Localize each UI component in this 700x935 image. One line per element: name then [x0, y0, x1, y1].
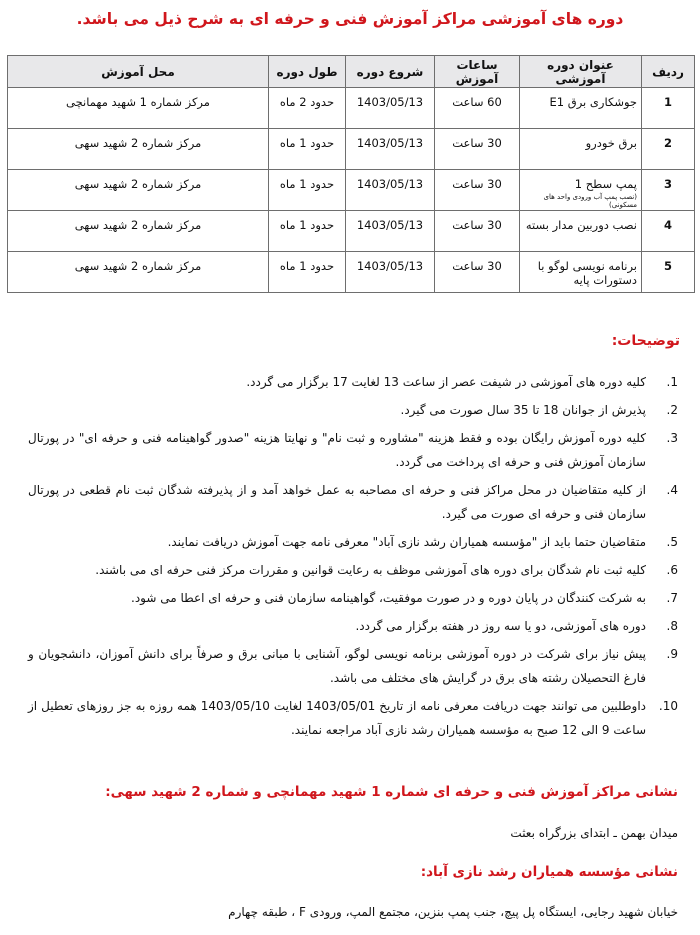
note-number: 4.: [666, 483, 678, 497]
course-hours: 30 ساعت: [435, 252, 520, 293]
course-hours: 30 ساعت: [435, 211, 520, 252]
note-text: از کلیه متقاضیان در محل مراکز فنی و حرفه ای مصاحبه به عمل خواهد آمد و از پذیرفته شدگان ثبت نام قطعی در پورتال سازمان فنی و حرفه ای صورت می گیرد.: [28, 483, 646, 521]
institute-address-heading: نشانی مؤسسه همیاران رشد نازی آباد:: [420, 864, 678, 880]
note-number: 8.: [666, 619, 678, 633]
course-hours: 30 ساعت: [435, 129, 520, 170]
course-start: 1403/05/13: [346, 88, 435, 129]
note-item: [28, 614, 678, 638]
note-item: [28, 426, 678, 474]
note-item: [28, 642, 678, 690]
note-number: 9.: [666, 647, 678, 661]
course-location: مرکز شماره 2 شهید سهی: [8, 211, 269, 252]
note-item: [28, 694, 678, 742]
course-title: پمپ سطح 1: [574, 177, 637, 191]
notes-heading: توضیحات:: [611, 333, 680, 349]
course-title: برنامه نویسی لوگو با دستورات پایه: [520, 252, 642, 293]
course-start: 1403/05/13: [346, 170, 435, 211]
page-title: دوره های آموزشی مراکز آموزش فنی و حرفه ای به شرح ذیل می باشد.: [76, 10, 624, 28]
course-start: 1403/05/13: [346, 129, 435, 170]
course-title-cell: [520, 170, 642, 211]
course-hours: 60 ساعت: [435, 88, 520, 129]
course-location: مرکز شماره 2 شهید سهی: [8, 129, 269, 170]
note-text: پیش نیاز برای شرکت در دوره آموزشی برنامه نویسی لوگو، آشنایی با مبانی برق و صرفاً برای دانش آموزان، دانشجویان و فارغ التحصیلان رشته های برق در گرایش های مختلف می باشد.: [28, 647, 646, 685]
note-text: کلیه ثبت نام شدگان برای دوره های آموزشی موظف به رعایت قوانین و مقررات مرکز فنی حرفه ای می باشند.: [95, 563, 646, 577]
note-text: پذیرش از جوانان 18 تا 35 سال صورت می گیرد.: [400, 403, 646, 417]
row-number: 1: [642, 88, 695, 129]
note-number: 7.: [666, 591, 678, 605]
course-duration: حدود 1 ماه: [269, 252, 346, 293]
table-header-row: [8, 56, 695, 88]
header-course-title: عنوان دوره آموزشی: [520, 56, 642, 88]
note-number: 10.: [658, 699, 678, 713]
table-row: [8, 129, 695, 170]
note-number: 1.: [666, 375, 678, 389]
note-number: 2.: [666, 403, 678, 417]
header-location: محل آموزش: [8, 56, 269, 88]
course-duration: حدود 1 ماه: [269, 129, 346, 170]
courses-table: [7, 55, 695, 293]
course-duration: حدود 1 ماه: [269, 211, 346, 252]
note-text: کلیه دوره آموزش رایگان بوده و فقط هزینه "مشاوره و ثبت نام" و نهایتا هزینه "صدور گواهینامه فنی و حرفه ای" در پورتال سازمان آموزش فنی و حرفه ای پرداخت می گردد.: [28, 431, 646, 469]
note-number: 6.: [666, 563, 678, 577]
table-row: [8, 211, 695, 252]
course-location: مرکز شماره 1 شهید مهمانچی: [8, 88, 269, 129]
course-location: مرکز شماره 2 شهید سهی: [8, 170, 269, 211]
note-item: [28, 478, 678, 526]
note-text: به شرکت کنندگان در پایان دوره و در صورت موفقیت، گواهینامه سازمان فنی و حرفه ای اعطا می شود.: [131, 591, 646, 605]
header-hours: ساعات آموزش: [435, 56, 520, 88]
note-item: [28, 530, 678, 554]
note-text: دوره های آموزشی، دو یا سه روز در هفته برگزار می گردد.: [355, 619, 646, 633]
row-number: 4: [642, 211, 695, 252]
institute-address: خیابان شهید رجایی، ایستگاه پل پیچ، جنب پمپ بنزین، مجتمع المپ، ورودی F ، طبقه چهارم: [228, 905, 678, 919]
row-number: 3: [642, 170, 695, 211]
course-hours: 30 ساعت: [435, 170, 520, 211]
course-title: جوشکاری برق E1: [520, 88, 642, 129]
course-title: برق خودرو: [520, 129, 642, 170]
note-item: [28, 558, 678, 582]
table-row: [8, 88, 695, 129]
note-item: [28, 398, 678, 422]
course-note: (نصب پمپ آب ورودی واحد های مسکونی): [543, 193, 637, 209]
course-location: مرکز شماره 2 شهید سهی: [8, 252, 269, 293]
note-number: 3.: [666, 431, 678, 445]
course-start: 1403/05/13: [346, 252, 435, 293]
header-row-number: ردیف: [642, 56, 695, 88]
notes-list: [28, 370, 678, 746]
note-text: متقاضیان حتما باید از "مؤسسه همیاران رشد نازی آباد" معرفی نامه جهت آموزش دریافت نمایند.: [167, 535, 646, 549]
header-start: شروع دوره: [346, 56, 435, 88]
course-duration: حدود 2 ماه: [269, 88, 346, 129]
note-text: داوطلبین می توانند جهت دریافت معرفی نامه از تاریخ 1403/05/01 لغایت 1403/05/10 همه روزه به جز روزهای تعطیل از ساعت 9 الی 12 صبح به مؤسسه همیاران رشد نازی آباد مراجعه نمایند.: [28, 699, 646, 737]
row-number: 2: [642, 129, 695, 170]
note-number: 5.: [666, 535, 678, 549]
table-row: [8, 170, 695, 211]
header-duration: طول دوره: [269, 56, 346, 88]
table-row: [8, 252, 695, 293]
note-item: [28, 370, 678, 394]
course-duration: حدود 1 ماه: [269, 170, 346, 211]
centers-address: میدان بهمن ـ ابتدای بزرگراه بعثت: [510, 826, 678, 840]
course-start: 1403/05/13: [346, 211, 435, 252]
course-title: نصب دوربین مدار بسته: [520, 211, 642, 252]
note-item: [28, 586, 678, 610]
centers-address-heading: نشانی مراکز آموزش فنی و حرفه ای شماره 1 شهید مهمانچی و شماره 2 شهید سهی:: [105, 784, 678, 800]
note-text: کلیه دوره های آموزشی در شیفت عصر از ساعت 13 لغایت 17 برگزار می گردد.: [246, 375, 646, 389]
row-number: 5: [642, 252, 695, 293]
